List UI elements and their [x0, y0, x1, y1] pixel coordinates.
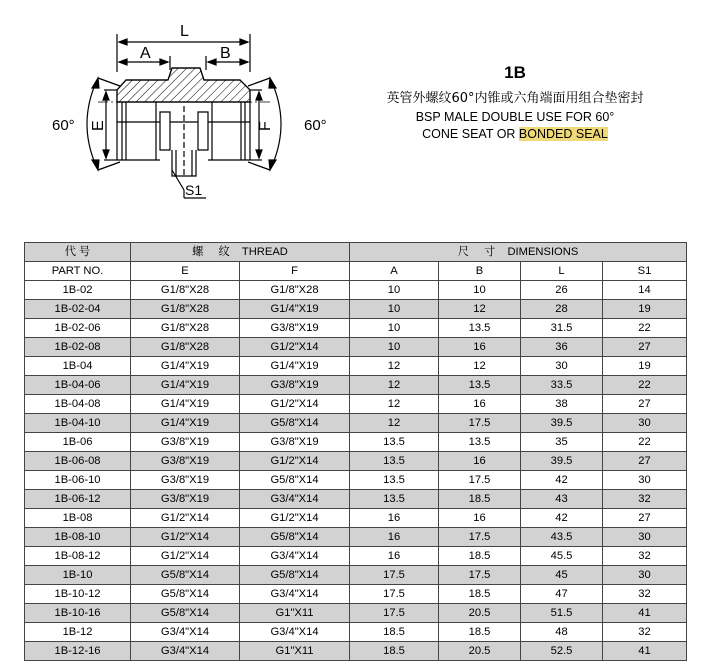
dim-B-cell: 17.5 [439, 528, 521, 547]
dim-S1-cell: 30 [603, 566, 687, 585]
dim-L-cell: 26 [521, 281, 603, 300]
dim-L-cell: 43 [521, 490, 603, 509]
dim-A-cell: 12 [350, 357, 439, 376]
thread-E-cell: G1/8"X28 [131, 281, 240, 300]
thread-F-cell: G1"X11 [240, 642, 350, 661]
thread-E-cell: G3/4"X14 [131, 642, 240, 661]
part-no-cell: 1B-08-10 [25, 528, 131, 547]
dim-S1-cell: 27 [603, 509, 687, 528]
table-row [25, 471, 687, 490]
dim-S1-cell: 27 [603, 338, 687, 357]
dim-L-label: L [180, 23, 189, 40]
header-B: B [439, 262, 521, 281]
header-thread: 螺 纹 THREAD [131, 243, 350, 262]
dim-S1-cell: 27 [603, 452, 687, 471]
thread-E-cell: G3/8"X19 [131, 471, 240, 490]
table-row [25, 357, 687, 376]
part-code-title: 1B [504, 63, 526, 82]
dim-B-label: B [220, 45, 231, 62]
thread-F-cell: G1/2"X14 [240, 338, 350, 357]
dim-L-cell: 52.5 [521, 642, 603, 661]
table-row [25, 585, 687, 604]
dim-A-cell: 16 [350, 547, 439, 566]
part-no-cell: 1B-06 [25, 433, 131, 452]
dim-L-cell: 45 [521, 566, 603, 585]
thread-F-cell: G3/8"X19 [240, 433, 350, 452]
dim-S1-cell: 22 [603, 319, 687, 338]
dim-B-cell: 17.5 [439, 566, 521, 585]
dim-L-cell: 45.5 [521, 547, 603, 566]
dim-S1-cell: 32 [603, 623, 687, 642]
thread-E-cell: G5/8"X14 [131, 585, 240, 604]
dim-L-cell: 28 [521, 300, 603, 319]
part-no-cell: 1B-04 [25, 357, 131, 376]
dim-L-cell: 38 [521, 395, 603, 414]
table-row [25, 623, 687, 642]
dim-A-cell: 12 [350, 414, 439, 433]
thread-F-cell: G5/8"X14 [240, 528, 350, 547]
dim-B-cell: 10 [439, 281, 521, 300]
dim-B-cell: 13.5 [439, 376, 521, 395]
dim-S1-cell: 30 [603, 414, 687, 433]
thread-F-cell: G5/8"X14 [240, 566, 350, 585]
thread-F-cell: G1/4"X19 [240, 357, 350, 376]
part-no-cell: 1B-02 [25, 281, 131, 300]
part-no-cell: 1B-02-08 [25, 338, 131, 357]
dim-A-cell: 10 [350, 319, 439, 338]
dim-S1-cell: 32 [603, 585, 687, 604]
dim-L-cell: 42 [521, 471, 603, 490]
part-no-cell: 1B-10-16 [25, 604, 131, 623]
dim-L-cell: 47 [521, 585, 603, 604]
thread-F-cell: G3/8"X19 [240, 319, 350, 338]
dim-B-cell: 17.5 [439, 414, 521, 433]
thread-E-cell: G1/4"X19 [131, 357, 240, 376]
dim-B-cell: 16 [439, 452, 521, 471]
header-dimensions: 尺 寸 DIMENSIONS [350, 243, 687, 262]
table-row [25, 490, 687, 509]
dim-B-cell: 18.5 [439, 547, 521, 566]
header-S1: S1 [603, 262, 687, 281]
thread-E-cell: G1/4"X19 [131, 414, 240, 433]
part-no-cell: 1B-02-04 [25, 300, 131, 319]
dim-L-cell: 30 [521, 357, 603, 376]
thread-E-cell: G1/2"X14 [131, 528, 240, 547]
part-no-cell: 1B-06-10 [25, 471, 131, 490]
thread-F-cell: G1/2"X14 [240, 452, 350, 471]
dim-A-cell: 18.5 [350, 623, 439, 642]
table-row [25, 566, 687, 585]
dim-A-cell: 17.5 [350, 566, 439, 585]
part-no-cell: 1B-06-08 [25, 452, 131, 471]
part-no-cell: 1B-04-06 [25, 376, 131, 395]
dim-S1-cell: 27 [603, 395, 687, 414]
header-E: E [131, 262, 240, 281]
english-line2-part1: CONE SEAT OR [422, 127, 519, 141]
thread-E-cell: G3/8"X19 [131, 433, 240, 452]
part-no-cell: 1B-10-12 [25, 585, 131, 604]
dim-A-cell: 13.5 [350, 490, 439, 509]
thread-F-cell: G1/8"X28 [240, 281, 350, 300]
dim-B-cell: 18.5 [439, 490, 521, 509]
dim-B-cell: 16 [439, 509, 521, 528]
dim-B-cell: 13.5 [439, 433, 521, 452]
thread-E-cell: G1/8"X28 [131, 338, 240, 357]
dim-E-label: E [90, 120, 107, 131]
dim-B-cell: 12 [439, 357, 521, 376]
thread-E-cell: G3/8"X19 [131, 452, 240, 471]
thread-F-cell: G1"X11 [240, 604, 350, 623]
dim-B-cell: 12 [439, 300, 521, 319]
header-row-1 [25, 243, 687, 262]
english-description-line1: BSP MALE DOUBLE USE FOR 60° [415, 110, 615, 124]
dim-S1-cell: 30 [603, 471, 687, 490]
thread-E-cell: G5/8"X14 [131, 604, 240, 623]
dim-B-cell: 13.5 [439, 319, 521, 338]
dim-A-cell: 16 [350, 528, 439, 547]
thread-E-cell: G1/8"X28 [131, 319, 240, 338]
table-row [25, 338, 687, 357]
thread-E-cell: G3/4"X14 [131, 623, 240, 642]
dim-A-cell: 12 [350, 376, 439, 395]
header-code-cn: 代 号 [25, 243, 131, 262]
thread-F-cell: G3/4"X14 [240, 547, 350, 566]
table-row [25, 452, 687, 471]
dim-A-cell: 13.5 [350, 433, 439, 452]
thread-F-cell: G3/4"X14 [240, 490, 350, 509]
part-no-cell: 1B-10 [25, 566, 131, 585]
thread-E-cell: G1/2"X14 [131, 509, 240, 528]
header-row-2 [25, 262, 687, 281]
dim-A-cell: 17.5 [350, 585, 439, 604]
thread-E-cell: G1/2"X14 [131, 547, 240, 566]
dim-S1-cell: 19 [603, 300, 687, 319]
dim-L-cell: 51.5 [521, 604, 603, 623]
dim-B-cell: 20.5 [439, 604, 521, 623]
table-row [25, 414, 687, 433]
part-no-cell: 1B-06-12 [25, 490, 131, 509]
dim-A-cell: 16 [350, 509, 439, 528]
dim-S1-cell: 19 [603, 357, 687, 376]
thread-E-cell: G1/4"X19 [131, 376, 240, 395]
thread-F-cell: G3/4"X14 [240, 623, 350, 642]
dim-L-cell: 35 [521, 433, 603, 452]
part-no-cell: 1B-12-16 [25, 642, 131, 661]
dim-F-label: F [257, 121, 274, 131]
table-row [25, 395, 687, 414]
thread-E-cell: G1/8"X28 [131, 300, 240, 319]
angle-left-label: 60° [52, 117, 75, 134]
dim-A-cell: 10 [350, 300, 439, 319]
dim-L-cell: 43.5 [521, 528, 603, 547]
part-no-cell: 1B-08 [25, 509, 131, 528]
dim-S1-cell: 22 [603, 433, 687, 452]
dim-S1-cell: 41 [603, 604, 687, 623]
dim-A-cell: 17.5 [350, 604, 439, 623]
table-row [25, 319, 687, 338]
dim-L-cell: 42 [521, 509, 603, 528]
dim-S1-cell: 32 [603, 490, 687, 509]
part-no-cell: 1B-08-12 [25, 547, 131, 566]
english-description-line2 [360, 127, 670, 142]
dim-A-cell: 13.5 [350, 452, 439, 471]
dim-L-cell: 36 [521, 338, 603, 357]
dim-S1-label: S1 [185, 182, 203, 198]
bonded-seal-highlight: BONDED SEAL [518, 127, 608, 141]
header-L: L [521, 262, 603, 281]
dim-S1-cell: 22 [603, 376, 687, 395]
dim-B-cell: 20.5 [439, 642, 521, 661]
table-row [25, 281, 687, 300]
thread-F-cell: G1/2"X14 [240, 395, 350, 414]
thread-E-cell: G1/4"X19 [131, 395, 240, 414]
thread-F-cell: G3/4"X14 [240, 585, 350, 604]
part-no-cell: 1B-04-10 [25, 414, 131, 433]
dim-A-cell: 10 [350, 338, 439, 357]
table-row [25, 547, 687, 566]
dim-S1-cell: 14 [603, 281, 687, 300]
table-row [25, 509, 687, 528]
dim-S1-cell: 41 [603, 642, 687, 661]
thread-E-cell: G5/8"X14 [131, 566, 240, 585]
thread-F-cell: G5/8"X14 [240, 471, 350, 490]
dim-A-cell: 12 [350, 395, 439, 414]
spec-table [24, 242, 687, 661]
dim-B-cell: 16 [439, 338, 521, 357]
dim-A-cell: 10 [350, 281, 439, 300]
part-no-cell: 1B-02-06 [25, 319, 131, 338]
dim-B-cell: 17.5 [439, 471, 521, 490]
part-no-cell: 1B-12 [25, 623, 131, 642]
thread-F-cell: G1/2"X14 [240, 509, 350, 528]
dim-L-cell: 39.5 [521, 452, 603, 471]
dim-L-cell: 31.5 [521, 319, 603, 338]
fitting-drawing [0, 0, 360, 225]
table-row [25, 433, 687, 452]
dim-B-cell: 16 [439, 395, 521, 414]
dim-B-cell: 18.5 [439, 623, 521, 642]
dim-B-cell: 18.5 [439, 585, 521, 604]
header-part-no: PART NO. [25, 262, 131, 281]
dim-L-cell: 39.5 [521, 414, 603, 433]
title-block [360, 62, 670, 142]
thread-E-cell: G3/8"X19 [131, 490, 240, 509]
dim-A-cell: 13.5 [350, 471, 439, 490]
dim-A-label: A [140, 45, 151, 62]
dim-A-cell: 18.5 [350, 642, 439, 661]
angle-right-label: 60° [304, 117, 327, 134]
table-row [25, 376, 687, 395]
header-F: F [240, 262, 350, 281]
part-no-cell: 1B-04-08 [25, 395, 131, 414]
table-row [25, 604, 687, 623]
dim-S1-cell: 32 [603, 547, 687, 566]
thread-F-cell: G5/8"X14 [240, 414, 350, 433]
thread-F-cell: G1/4"X19 [240, 300, 350, 319]
dim-L-cell: 33.5 [521, 376, 603, 395]
dim-S1-cell: 30 [603, 528, 687, 547]
thread-F-cell: G3/8"X19 [240, 376, 350, 395]
table-row [25, 642, 687, 661]
chinese-description: 英管外螺纹60°内锥或六角端面用组合垫密封 [386, 91, 644, 106]
table-row [25, 300, 687, 319]
header-A: A [350, 262, 439, 281]
dim-L-cell: 48 [521, 623, 603, 642]
table-row [25, 528, 687, 547]
